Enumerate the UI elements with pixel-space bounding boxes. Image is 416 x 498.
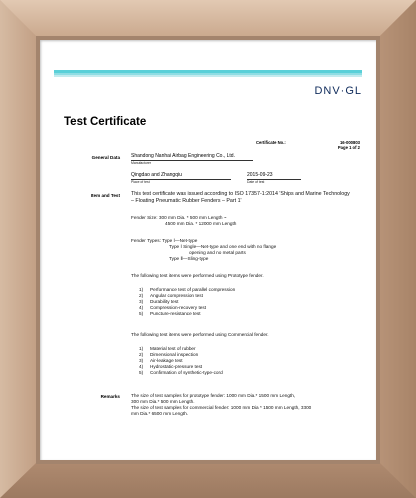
type2-line: Type Ⅱ—Sling-type <box>169 256 209 262</box>
prototype-heading: The following test items were performed using Prototype fender. <box>131 273 264 278</box>
frame-left-bevel <box>0 0 40 498</box>
list-item: 4) Hydrostatic-pressure test <box>139 364 203 370</box>
place-field <box>131 172 231 184</box>
fender-types-block <box>131 238 353 262</box>
dnvgl-logo: DNV·GL <box>314 85 362 97</box>
manufacturer-value: Shandong Nanhai Airbag Engineering Co., Ltd. <box>131 153 253 161</box>
remarks-line1: The size of test samples for prototype fender: 1000 mm Dia.* 1500 mm Length, <box>131 393 296 398</box>
date-caption: Date of test <box>247 179 265 184</box>
page-indicator: Page 1 of 2 <box>337 145 360 151</box>
frame-top-bevel <box>0 0 416 40</box>
manufacturer-field <box>131 153 253 165</box>
list-item: 1) Performance test of parallel compression <box>139 287 236 292</box>
list-item: 2) Dimensional inspection <box>139 352 199 358</box>
header-stripes <box>54 70 362 77</box>
commercial-test-list <box>139 346 339 376</box>
place-value: Qingdao and Zhangqiu <box>131 172 231 180</box>
frame-right-bevel <box>376 0 416 498</box>
type1-single-line2: opening and no metal parts <box>189 250 246 256</box>
remarks-label: Remarks <box>100 394 120 399</box>
list-item: 2) Angular compression test <box>139 293 203 299</box>
fender-size-line2: 4500 mm Dia. * 12000 mm Length <box>165 221 237 227</box>
remarks-line3: The size of test samples for commercial fender: 1000 mm Dia * 1500 mm Length, 3300 <box>131 405 312 411</box>
commercial-heading: The following test items were performed using Commercial fender. <box>131 332 269 337</box>
type1-single-line: Type Ⅰ Single—Net-type and one end with no flange <box>169 244 277 250</box>
list-item: 4) Compression-recovery test <box>139 305 207 311</box>
list-item: 5) Puncture-resistance test <box>139 311 201 317</box>
remarks-line2: 300 mm Dia.* 500 mm Length. <box>131 399 195 405</box>
list-item: 5) Confirmation of synthetic-type-cord <box>139 370 223 376</box>
certificate-number-label: Certificate No.: <box>256 140 286 145</box>
date-value: 2015-09-23 <box>247 172 301 180</box>
frame-bottom-bevel <box>0 460 416 498</box>
remarks-line4: mm Dia.* 6500 mm Length. <box>131 411 189 417</box>
list-item: 3) Durability test <box>139 299 179 305</box>
certificate-paper <box>40 40 376 460</box>
prototype-test-list <box>139 287 339 317</box>
item-and-test-label: Item and Test <box>90 193 120 198</box>
list-item: 1) Material test of rubber <box>139 346 196 351</box>
remarks-text <box>131 393 367 417</box>
intro-text: This test certificate was issued according to ISO 17357-1:2014 'Ships and Marine Technology – Floating Pneumatic Rubber Fenders – Part 1' <box>131 191 350 205</box>
general-data-label: General Data <box>91 155 120 160</box>
place-caption: Place of test <box>131 179 150 184</box>
manufacturer-caption: Manufacturer <box>131 160 151 165</box>
certificate-number-block <box>256 140 360 151</box>
date-field <box>247 172 301 184</box>
fender-size-block <box>131 215 353 227</box>
list-item: 3) Air-leakage test <box>139 358 183 364</box>
certificate-number-value: 16-000803 <box>339 140 360 145</box>
certificate-title: Test Certificate <box>64 116 147 128</box>
fender-size-line1: Fender Size: 300 mm Dia. * 500 mm Length ~ <box>131 215 227 220</box>
fender-types-line: Fender Types: Type Ⅰ—Net-type <box>131 238 198 243</box>
